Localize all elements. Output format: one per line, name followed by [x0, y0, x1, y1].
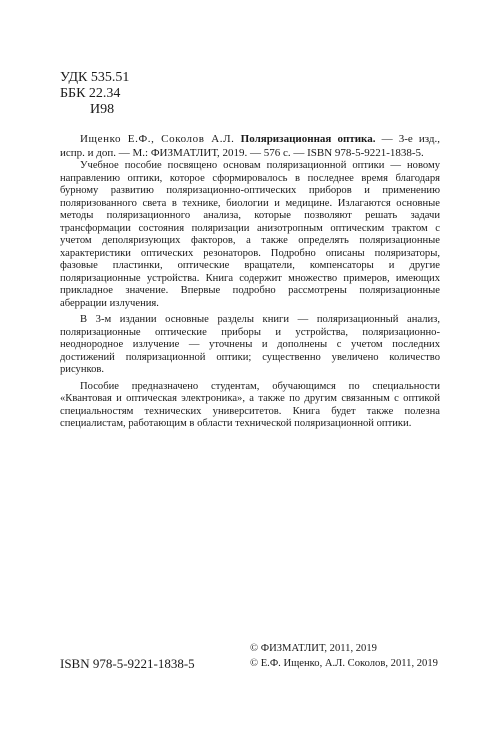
isbn: ISBN 978-5-9221-1838-5 — [60, 656, 195, 671]
bbk-code: ББК 22.34 — [60, 86, 121, 101]
abstract-paragraph: Учебное пособие посвящено основам поляризационной оптики — новому направлению оптики, которое сформировалось в последнее время благодаря бурному развитию поляризационно-оптических приборов и применению поляризованного света в технике, биологии и медицине. Излагаются основные методы поляризационного анализа, которые позволяют решать задачи трансформации состояния поляризации анизотропным оптическим трактом с учетом деполяризующих факторов, а также определять поляризационные характеристики оптических резонаторов. Подробно описаны поляризаторы, фазовые пластинки, оптические вращатели, компенсаторы и другие поляризационные устройства. Книга содержит множество примеров, имеющих прикладное значение. Впервые подробно рассмотрены поляризационные аберрации излучения. — [60, 160, 440, 309]
author-mark: И98 — [90, 102, 115, 117]
abstract-paragraph: Пособие предназначено студентам, обучающимся по специальности «Квантовая и оптическая электроника», а также по другим связанным с оптикой специальностям технических университетов. Книга будет также полезна специалистам, работающим в области технической поляризационной оптики. — [60, 380, 440, 429]
publication-details: — 3-е изд., испр. и доп. — М.: ФИЗМАТЛИТ, 2019. — 576 с. — ISBN 978-5-9221-1838-5. — [60, 133, 441, 159]
book-title: Поляризационная оптика. — [240, 133, 376, 145]
copyright-publisher: © ФИЗМАТЛИТ, 2011, 2019 — [250, 643, 377, 654]
abstract — [60, 160, 440, 435]
copyright-authors: © Е.Ф. Ищенко, А.Л. Соколов, 2011, 2019 — [250, 658, 438, 669]
udk-code: УДК 535.51 — [60, 70, 130, 85]
copyright-block — [250, 641, 438, 671]
classification-codes — [60, 70, 129, 118]
abstract-paragraph: В 3-м издании основные разделы книги — поляризационный анализ, поляризационные оптические приборы и устройства, поляризационно-неоднородное излучение — уточнены и дополнены с учетом последних достижений поляризационной оптики; существенно увеличено количество рисунков. — [60, 314, 440, 375]
authors: Ищенко Е.Ф., Соколов А.Л. — [80, 133, 235, 145]
bibliographic-record — [60, 132, 440, 160]
